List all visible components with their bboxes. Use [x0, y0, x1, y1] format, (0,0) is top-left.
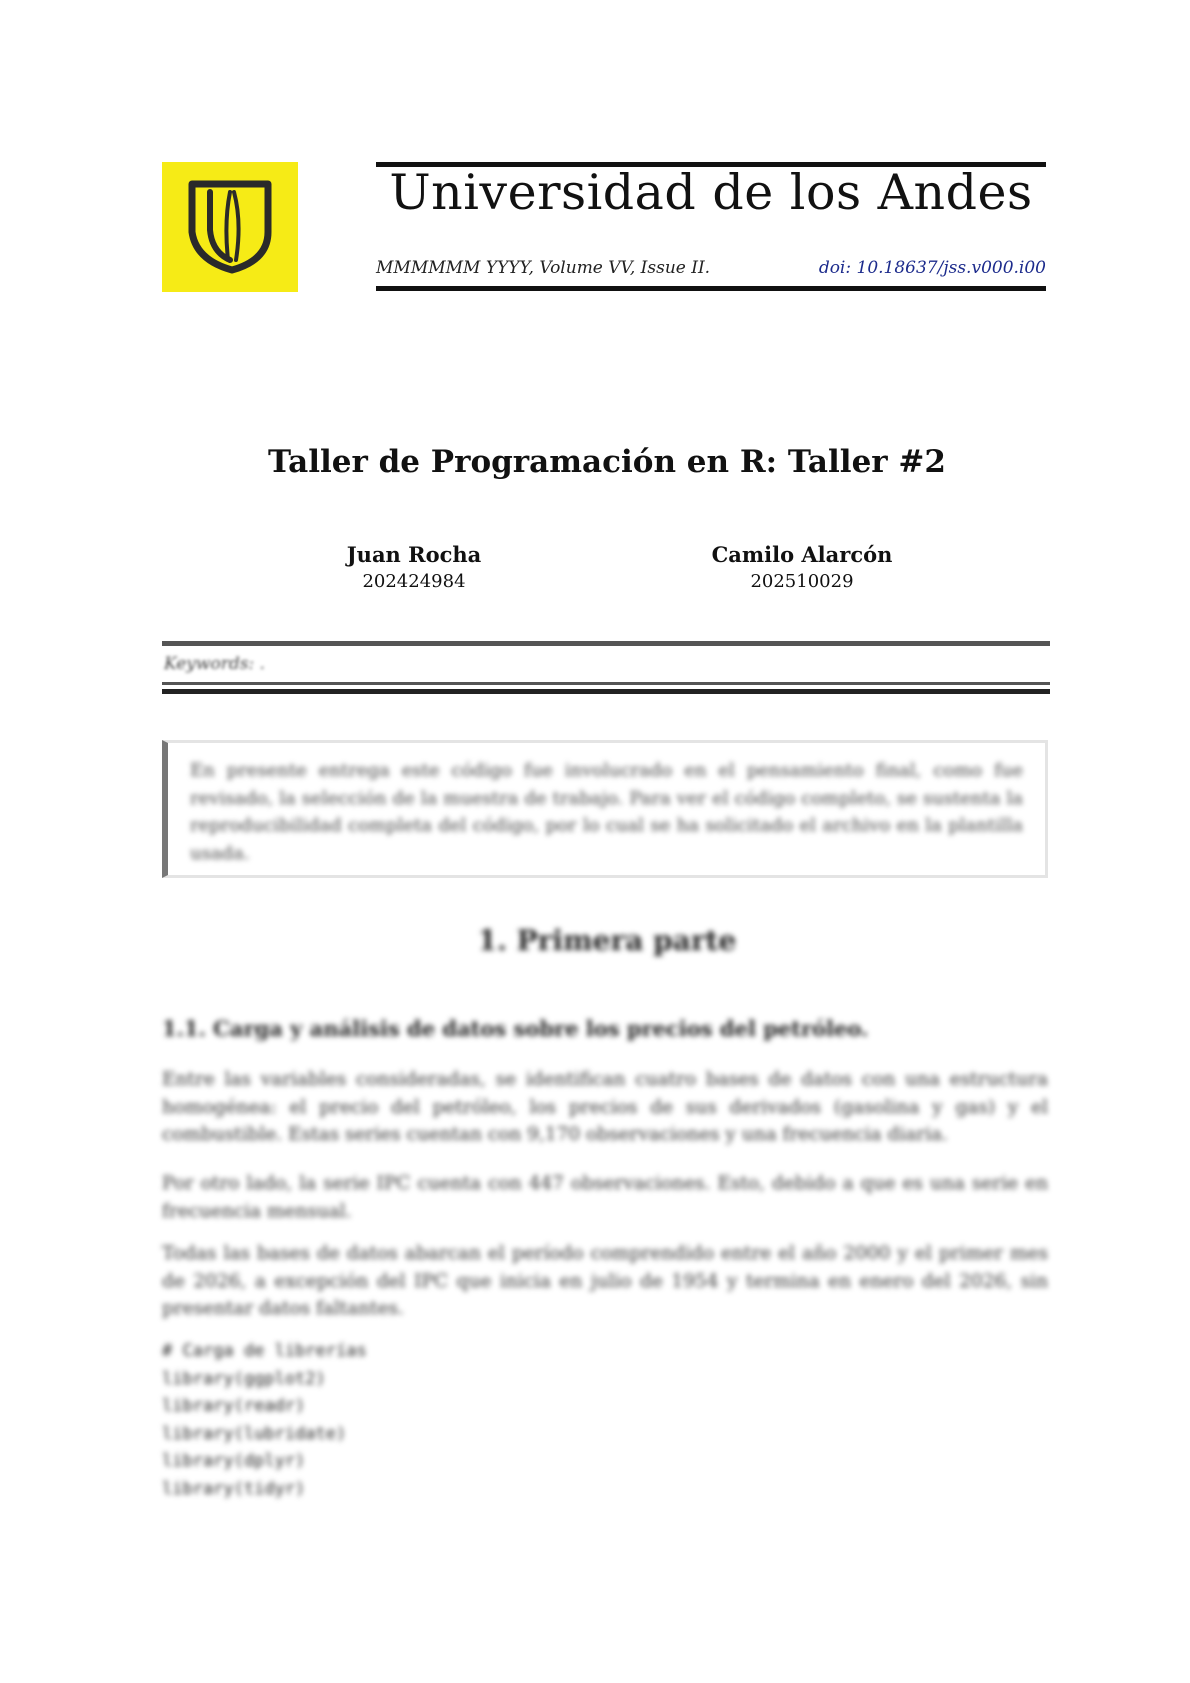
- keywords-top-rule: [162, 641, 1050, 646]
- body-paragraph: Todas las bases de datos abarcan el período comprendido entre el año 2000 y el primer mes de 2026, a excepción del IPC que inicia en julio de 1954 y termina en enero del 2026, sin presentar datos faltantes.: [162, 1243, 1048, 1319]
- section-heading: 1. Primera parte: [477, 924, 737, 957]
- body-paragraph: Por otro lado, la serie IPC cuenta con 447 observaciones. Esto, debido a que es una serie en frecuencia mensual.: [162, 1173, 1048, 1222]
- author-block: [652, 541, 952, 595]
- university-logo: [162, 162, 298, 292]
- doi-link[interactable]: doi: 10.18637/jss.v000.i00: [818, 258, 1046, 278]
- author-id: 202424984: [362, 571, 466, 592]
- author-name: Juan Rocha: [346, 542, 482, 567]
- journal-name: Universidad de los Andes: [389, 164, 1033, 221]
- code-line: library(dplyr): [162, 1451, 306, 1471]
- code-line: library(tidyr): [162, 1478, 306, 1499]
- subsection-heading: 1.1. Carga y análisis de datos sobre los precios del petróleo.: [162, 1016, 869, 1041]
- body-paragraph: Entre las variables consideradas, se identifican cuatro bases de datos con una estructura homogénea: el precio del petróleo, los precios de sus derivados (gasolina y gas) y el combustible. Estas series cuentan con 9,170 observaciones y una frecuencia diaria.: [162, 1069, 1048, 1145]
- code-line: library(lubridate): [162, 1423, 347, 1444]
- code-line: # Carga de librerías: [162, 1341, 367, 1361]
- keywords-bottom-rule: [162, 682, 1050, 685]
- author-block: [264, 541, 564, 595]
- code-block: [162, 1338, 367, 1503]
- code-line: library(readr): [162, 1396, 306, 1416]
- university-shield-icon: [162, 162, 298, 292]
- keywords: Keywords: .: [164, 654, 265, 674]
- abstract-text: En presente entrega este código fue involucrado en el pensamiento final, como fue revisado, la selección de la muestra de trabajo. Para ver el código completo, se sustenta la reproducibilidad completa del código, por lo cual se ha solicitado el archivo en la plantilla usada.: [190, 760, 1023, 864]
- author-name: Camilo Alarcón: [711, 542, 893, 567]
- paper-title: Taller de Programación en R: Taller #2: [268, 444, 946, 480]
- author-id: 202510029: [750, 571, 854, 592]
- header-bottom-rule: [376, 286, 1046, 291]
- keywords-bottom-rule-dark: [162, 689, 1050, 694]
- issue-info: MMMMMM YYYY, Volume VV, Issue II.: [376, 258, 711, 278]
- code-line: library(ggplot2): [162, 1368, 326, 1389]
- abstract-box: [162, 740, 1048, 878]
